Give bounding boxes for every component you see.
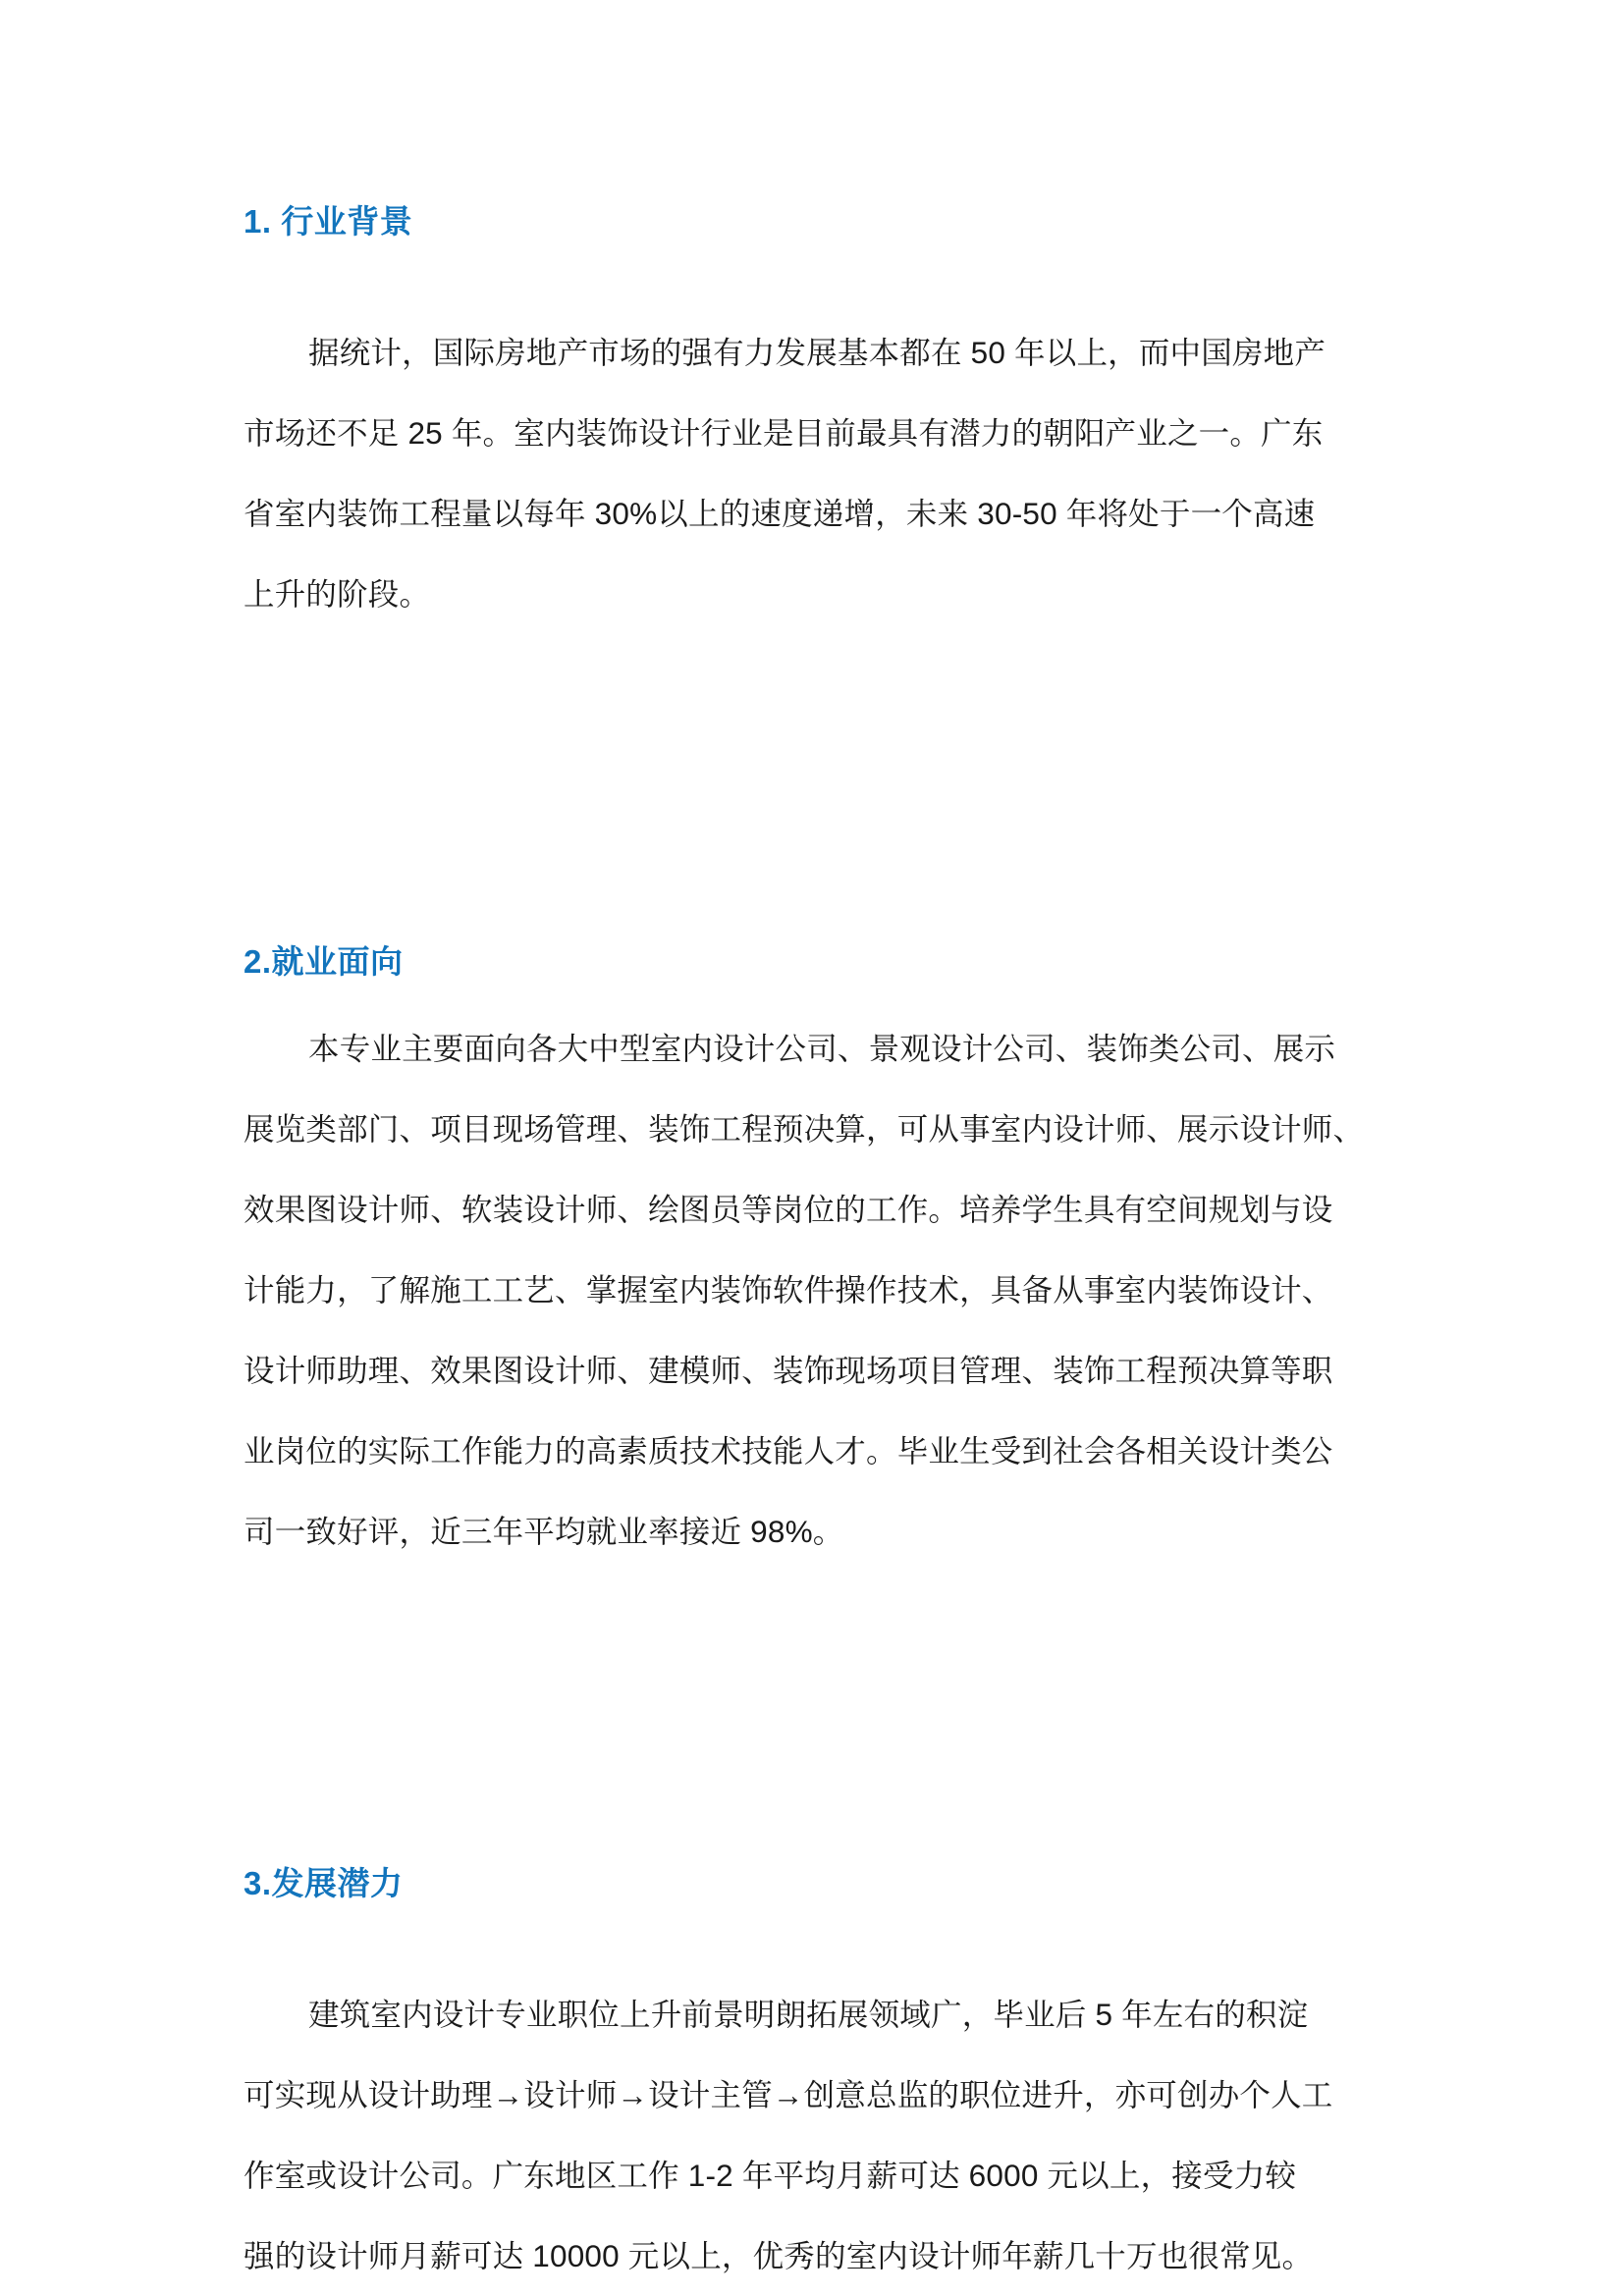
paragraph-line: 展览类部门、项目现场管理、装饰工程预决算，可从事室内设计师、展示设计师、 — [244, 1110, 1365, 1147]
paragraph-line: 效果图设计师、软装设计师、绘图员等岗位的工作。培养学生具有空间规划与设 — [244, 1191, 1333, 1227]
paragraph-line: 可实现从设计助理→设计师→设计主管→创意总监的职位进升，亦可创办个人工 — [244, 2076, 1333, 2112]
paragraph-line — [244, 312, 1386, 393]
paragraph-line: 上升的阶段。 — [244, 576, 431, 613]
paragraph-line: 省室内装饰工程量以每年 30%以上的速度递增，未来 30-50 年将处于一个高速 — [244, 496, 1316, 532]
paragraph-line: 司一致好评，近三年平均就业率接近 98%。 — [244, 1513, 844, 1549]
paragraph-industry-background — [244, 312, 1386, 634]
paragraph-line — [244, 1008, 1386, 1089]
section-heading-employment-orientation: 2.就业面向 — [244, 943, 404, 981]
paragraph-line-text: 据统计，国际房地产市场的强有力发展基本都在 50 年以上，而中国房地产 — [308, 335, 1326, 371]
paragraph-development-potential — [244, 1974, 1386, 2296]
paragraph-line: 业岗位的实际工作能力的高素质技术技能人才。毕业生受到社会各相关设计类公 — [244, 1432, 1333, 1468]
document-content — [244, 0, 1386, 2296]
section-heading-development-potential: 3.发展潜力 — [244, 1864, 404, 1901]
section-heading-industry-background: 1. 行业背景 — [244, 203, 413, 240]
paragraph-line-text: 本专业主要面向各大中型室内设计公司、景观设计公司、装饰类公司、展示 — [308, 1030, 1336, 1066]
paragraph-line — [244, 1974, 1386, 2055]
paragraph-line: 作室或设计公司。广东地区工作 1-2 年平均月薪可达 6000 元以上，接受力较 — [244, 2157, 1297, 2193]
paragraph-line: 计能力，了解施工工艺、掌握室内装饰软件操作技术，具备从事室内装饰设计、 — [244, 1271, 1333, 1308]
paragraph-employment-orientation — [244, 1008, 1386, 1572]
paragraph-line: 设计师助理、效果图设计师、建模师、装饰现场项目管理、装饰工程预决算等职 — [244, 1352, 1333, 1388]
paragraph-line: 强的设计师月薪可达 10000 元以上，优秀的室内设计师年薪几十万也很常见。 — [244, 2237, 1314, 2273]
paragraph-line: 市场还不足 25 年。室内装饰设计行业是目前最具有潜力的朝阳产业之一。广东 — [244, 415, 1324, 452]
paragraph-line-text: 建筑室内设计专业职位上升前景明朗拓展领域广，毕业后 5 年左右的积淀 — [308, 1996, 1309, 2032]
